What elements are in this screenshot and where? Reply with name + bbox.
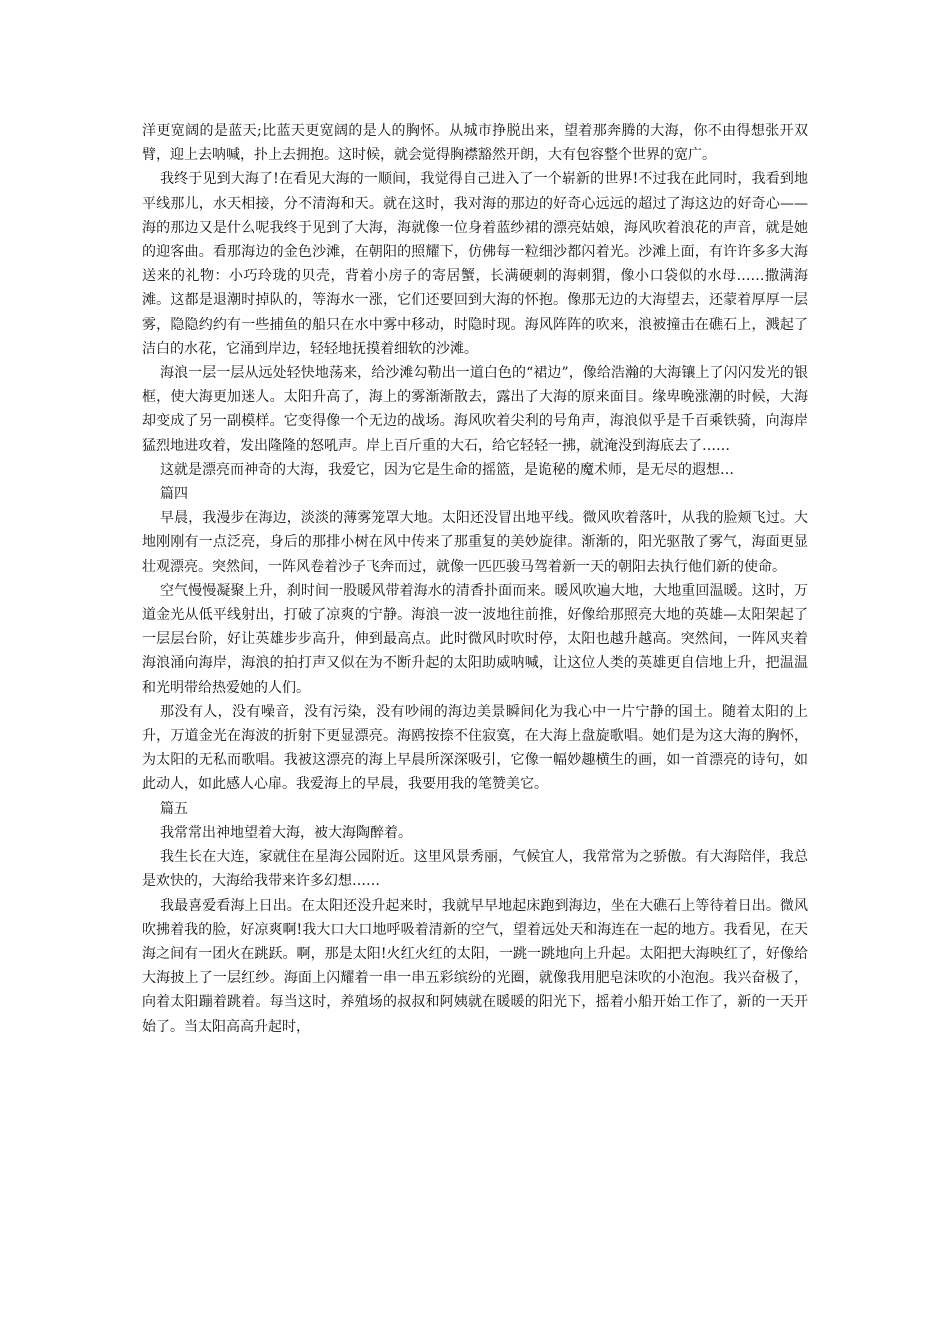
paragraph: 洋更宽阔的是蓝天;比蓝天更宽阔的是人的胸怀。从城市挣脱出来，望着那奔腾的大海，你不由得想张开双臂，迎上去呐喊，扑上去拥抱。这时候，就会觉得胸襟豁然开朗，大有包容整个世界的宽广。: [142, 123, 808, 164]
paragraph: 我最喜爱看海上日出。在太阳还没升起来时，我就早早地起床跑到海边，坐在大礁石上等待着日出。微风吹拂着我的脸，好凉爽啊!我大口大口地呼吸着清新的空气，望着远处天和海连在一起的地方。我看见，在天海之间有一团火在跳跃。啊，那是太阳!火红火红的太阳，一跳一跳地向上升起。太阳把大海映红了，好像给大海披上了一层红纱。海面上闪耀着一串一串五彩缤纷的光圈，就像我用肥皂沫吹的小泡泡。我兴奋极了，向着太阳蹦着跳着。每当这时，养殖场的叔叔和阿姨就在暖暖的阳光下，摇着小船开始工作了，新的一天开始了。当太阳高高升起时，: [142, 897, 808, 1035]
section-heading: 篇四: [160, 486, 188, 503]
paragraph: 海浪一层一层从远处轻快地荡来，给沙滩勾勒出一道白色的“裙边”，像给浩瀚的大海镶上了闪闪发光的银框，使大海更加迷人。太阳升高了，海上的雾渐渐散去，露出了大海的原来面目。缘卑晚涨潮的时候，大海却变成了另一副模样。它变得像一个无边的战场。海风吹着尖利的号角声，海浪似乎是千百乘铁骑，向海岸猛烈地进攻着，发出隆隆的怒吼声。岸上百斤重的大石，给它轻轻一拂，就淹没到海底去了……: [142, 365, 808, 454]
document-body: [142, 119, 808, 1039]
paragraph: 空气慢慢凝聚上升，刹时间一股暖风带着海水的清香扑面而来。暖风吹遍大地，大地重回温暖。这时，万道金光从低平线射出，打破了凉爽的宁静。海浪一波一波地往前推，好像给那照亮大地的英雄—太阳架起了一层层台阶，好让英雄步步高升，伸到最高点。此时微风时吹时停，太阳也越升越高。突然间，一阵风夹着海浪涌向海岸，海浪的拍打声又似在为不断升起的太阳助威呐喊，让这位人类的英雄更自信地上升，把温温和光明带给热爱她的人们。: [142, 582, 808, 696]
paragraph: 我常常出神地望着大海，被大海陶醉着。: [160, 824, 412, 841]
paragraph: 我生长在大连，家就住在星海公园附近。这里风景秀丽，气候宜人，我常常为之骄傲。有大海陪伴，我总是欢快的，大海给我带来许多幻想……: [142, 849, 808, 890]
paragraph: 早晨，我漫步在海边，淡淡的薄雾笼罩大地。太阳还没冒出地平线。微风吹着落叶，从我的脸颊飞过。大地刚刚有一点泛亮，身后的那排小树在风中传来了那重复的美妙旋律。渐渐的，阳光驱散了雾气，海面更显壮观漂亮。突然间，一阵风卷着沙子飞奔而过，就像一匹匹骏马驾着新一天的朝阳去执行他们新的使命。: [142, 510, 808, 575]
paragraph: 我终于见到大海了!在看见大海的一顺间，我觉得自己进入了一个崭新的世界!不过我在此同时，我看到地平线那儿，水天相接，分不清海和天。就在这时，我对海的那边的好奇心远远的超过了海这边的好奇心——海的那边又是什么呢我终于见到了大海，海就像一位身着蓝纱裙的漂亮姑娘，海风吹着浪花的声音，就是她的迎客曲。看那海边的金色沙滩，在朝阳的照耀下，仿佛每一粒细沙都闪着光。沙滩上面，有许许多多大海送来的礼物：小巧玲珑的贝壳，背着小房子的寄居蟹，长满硬刺的海刺猬，像小口袋似的水母……撒满海滩。这都是退潮时掉队的，等海水一涨，它们还要回到大海的怀抱。像那无边的大海望去，还蒙着厚厚一层雾，隐隐约约有一些捕鱼的船只在水中雾中移动，时隐时现。海风阵阵的吹来，浪被撞击在礁石上，溅起了洁白的水花，它涌到岸边，轻轻地抚摸着细软的沙滩。: [142, 171, 808, 357]
paragraph: 那没有人，没有噪音，没有污染，没有吵闹的海边美景瞬间化为我心中一片宁静的国土。随着太阳的上升，万道金光在海波的折射下更显漂亮。海鸥按捺不住寂寞，在大海上盘旋歌唱。她们是为这大海的胸怀，为太阳的无私而歌唱。我被这漂亮的海上早晨所深深吸引，它像一幅妙趣横生的画，如一首漂亮的诗句，如此动人，如此感人心扉。我爱海上的早晨，我要用我的笔赞美它。: [142, 703, 808, 793]
paragraph: 这就是漂亮而神奇的大海，我爱它，因为它是生命的摇篮，是诡秘的魔术师，是无尽的遐想…: [160, 461, 734, 478]
section-heading: 篇五: [160, 800, 188, 817]
